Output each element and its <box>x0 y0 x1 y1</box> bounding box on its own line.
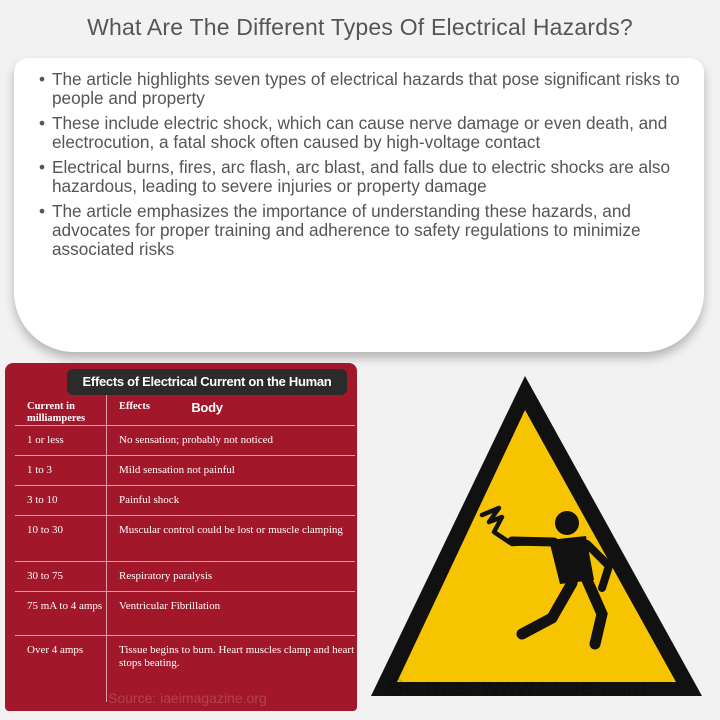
current-cell: 30 to 75 <box>15 562 107 591</box>
summary-card <box>14 58 704 352</box>
bullet-dot-icon: • <box>39 69 46 89</box>
warning-sign <box>366 370 706 710</box>
current-cell: 75 mA to 4 amps <box>15 592 107 635</box>
effect-cell: Tissue begins to burn. Heart muscles clamp and heart stops beating. <box>119 644 355 669</box>
current-cell: 10 to 30 <box>15 516 107 561</box>
effect-cell: Respiratory paralysis <box>119 570 213 582</box>
table-row <box>15 426 355 456</box>
table-header <box>15 395 355 426</box>
source-watermark-right: Source: www.ssoe.com <box>388 674 648 701</box>
bullet-dot-icon: • <box>39 201 46 221</box>
page-title: What Are The Different Types Of Electrical Hazards? <box>87 14 633 40</box>
effect-cell: Painful shock <box>119 494 180 506</box>
current-cell: 3 to 10 <box>15 486 107 515</box>
effect-cell: Muscular control could be lost or muscle clamping <box>119 524 343 536</box>
effects-column-header: Effects <box>119 401 150 412</box>
effects-table <box>15 395 355 702</box>
current-cell: Over 4 amps <box>15 636 107 702</box>
summary-text: The article emphasizes the importance of understanding these hazards, and advocates for proper training and adherence to safety regulations to minimize associated risks <box>52 201 641 259</box>
current-effects-panel <box>5 363 357 711</box>
chart-header: Effects of Electrical Current on the Human Body <box>67 369 347 395</box>
current-cell: 1 to 3 <box>15 456 107 485</box>
table-row <box>15 486 355 516</box>
effect-cell: Ventricular Fibrillation <box>119 600 221 612</box>
table-row <box>15 592 355 636</box>
bullet-dot-icon: • <box>39 113 46 133</box>
summary-item <box>39 201 688 259</box>
summary-item <box>39 113 688 152</box>
summary-text: Electrical burns, fires, arc flash, arc blast, and falls due to electric shocks are also hazardous, leading to severe injuries or property damage <box>52 157 671 196</box>
summary-item <box>39 157 688 196</box>
effect-cell: Mild sensation not painful <box>119 464 235 476</box>
effect-cell: No sensation; probably not noticed <box>119 434 273 446</box>
summary-list <box>14 58 704 259</box>
high-voltage-warning-icon <box>366 370 706 710</box>
table-row <box>15 456 355 486</box>
summary-text: The article highlights seven types of electrical hazards that pose significant risks to people and property <box>52 69 680 108</box>
source-watermark-left: Source: iaeimagazine.org <box>108 690 267 706</box>
bullet-dot-icon: • <box>39 157 46 177</box>
current-column-header: Current in milliamperes <box>15 395 107 425</box>
summary-text: These include electric shock, which can cause nerve damage or even death, and electrocution, a fatal shock often caused by high-voltage contact <box>52 113 668 152</box>
table-row <box>15 562 355 592</box>
current-cell: 1 or less <box>15 426 107 455</box>
table-row <box>15 516 355 562</box>
summary-item <box>39 69 688 108</box>
